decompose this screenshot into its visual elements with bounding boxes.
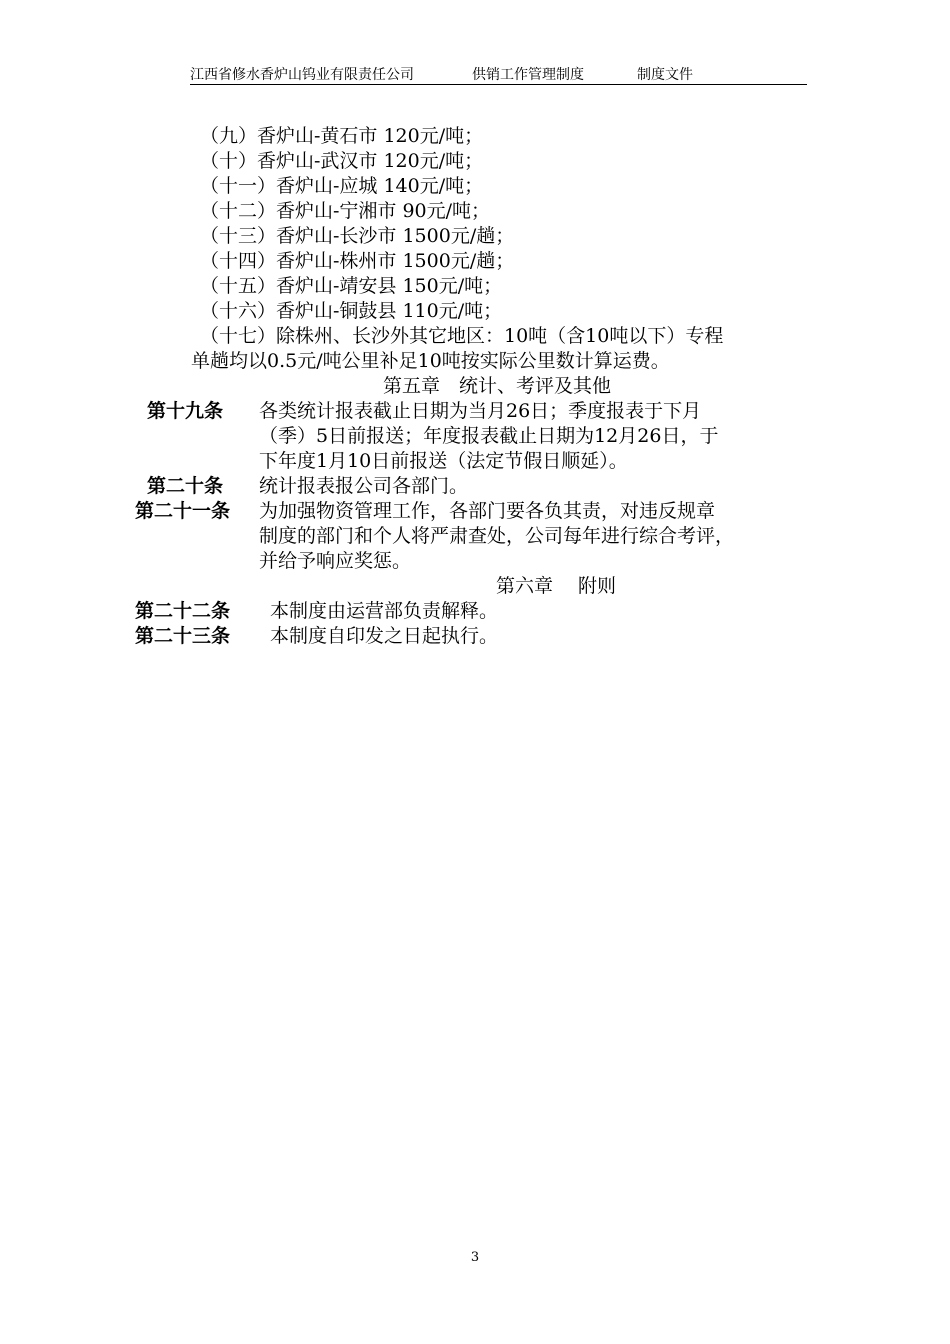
- article-text: 本制度自印发之日起执行。: [270, 625, 499, 647]
- article-label: 第二十条: [147, 475, 224, 497]
- list-item: （十）香炉山-武汉市 120元/吨；: [200, 150, 484, 172]
- header-title: 供销工作管理制度: [472, 67, 584, 83]
- article-text: 为加强物资管理工作，各部门要各负其责，对违反规章: [259, 500, 716, 522]
- list-item: （十七）除株州、长沙外其它地区：10吨（含10吨以下）专程: [200, 325, 724, 347]
- article-label: 第二十三条: [135, 625, 231, 647]
- article-text: 并给予响应奖惩。: [259, 550, 412, 572]
- page-number: 3: [470, 1250, 480, 1265]
- header-doc-type: 制度文件: [637, 67, 693, 83]
- list-item: （十五）香炉山-靖安县 150元/吨；: [200, 275, 503, 297]
- article-text: 各类统计报表截止日期为当月26日；季度报表于下月: [259, 400, 702, 422]
- header-company: 江西省修水香炉山钨业有限责任公司: [190, 67, 414, 83]
- article-label: 第二十二条: [135, 600, 231, 622]
- list-item: （十四）香炉山-株州市 1500元/趟；: [200, 250, 515, 272]
- article-text: （季）5日前报送；年度报表截止日期为12月26日，于: [259, 425, 719, 447]
- article-text: 本制度由运营部负责解释。: [270, 600, 499, 622]
- article-text: 下年度1月10日前报送（法定节假日顺延）。: [259, 450, 628, 472]
- list-item: （十一）香炉山-应城 140元/吨；: [200, 175, 484, 197]
- chapter-heading: 第六章 附则: [496, 575, 617, 597]
- list-item: （十三）香炉山-长沙市 1500元/趟；: [200, 225, 515, 247]
- list-item: （九）香炉山-黄石市 120元/吨；: [200, 125, 484, 147]
- list-item: （十二）香炉山-宁湘市 90元/吨；: [200, 200, 491, 222]
- article-label: 第十九条: [147, 400, 224, 422]
- list-item-continuation: 单趟均以0.5元/吨公里补足10吨按实际公里数计算运费。: [191, 350, 670, 372]
- article-label: 第二十一条: [135, 500, 231, 522]
- article-text: 制度的部门和个人将严肃查处，公司每年进行综合考评，: [259, 525, 735, 547]
- page-header: [190, 64, 807, 85]
- article-text: 统计报表报公司各部门。: [259, 475, 469, 497]
- list-item: （十六）香炉山-铜鼓县 110元/吨；: [200, 300, 503, 322]
- chapter-heading: 第五章 统计、考评及其他: [383, 375, 612, 397]
